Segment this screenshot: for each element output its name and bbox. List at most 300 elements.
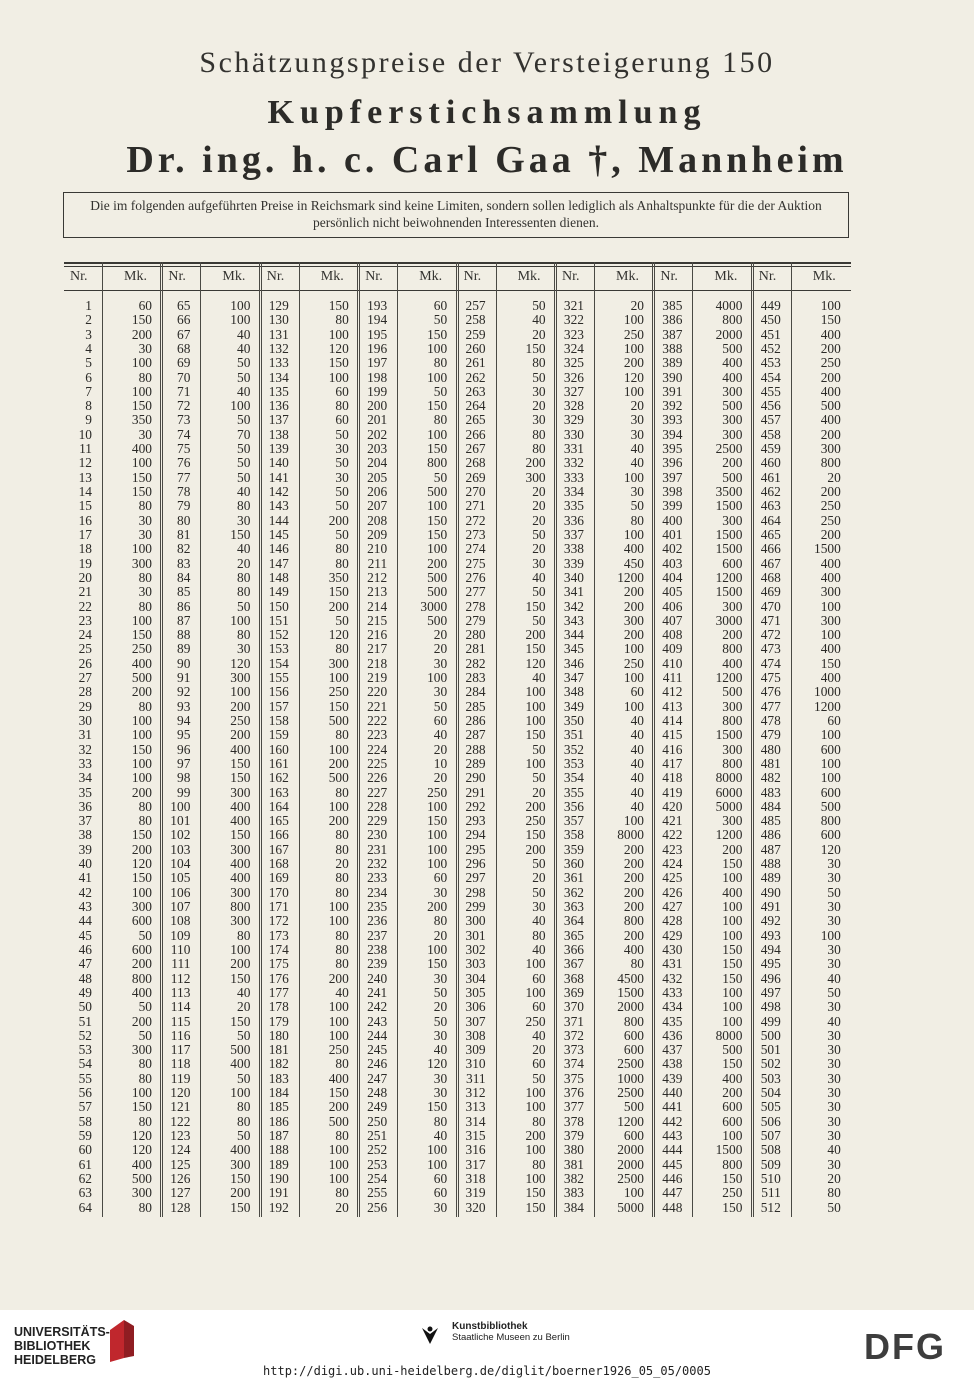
estimate-price: 100: [328, 741, 349, 757]
estimate-price: 100: [131, 755, 152, 771]
estimate-price: 500: [131, 1170, 152, 1186]
estimate-price: 600: [722, 555, 743, 571]
lot-number: 3: [85, 326, 92, 342]
lot-number: 373: [563, 1042, 584, 1058]
lot-number: 164: [268, 798, 289, 814]
estimate-price: 50: [433, 1013, 448, 1029]
estimate-price: 100: [328, 798, 349, 814]
lot-number: 210: [367, 541, 388, 557]
lot-number: 70: [177, 369, 191, 385]
lot-number: 190: [268, 1170, 289, 1186]
estimate-price: 50: [433, 383, 448, 399]
lot-number: 271: [465, 498, 486, 514]
lot-number: 418: [662, 770, 683, 786]
lot-number: 500: [760, 1027, 781, 1043]
estimate-price: 100: [427, 1156, 448, 1172]
estimate-price: 200: [623, 355, 644, 371]
estimate-price: 2500: [617, 1056, 644, 1072]
lot-number: 254: [367, 1170, 388, 1186]
lot-number: 403: [662, 555, 683, 571]
lot-number: 495: [760, 956, 781, 972]
lot-number: 55: [78, 1070, 92, 1086]
estimate-price: 50: [237, 369, 251, 385]
lot-number: 163: [268, 784, 289, 800]
lot-number: 85: [177, 584, 191, 600]
lot-number: 200: [367, 398, 388, 414]
estimate-price: 600: [623, 1042, 644, 1058]
lot-number: 337: [563, 526, 584, 542]
lot-number: 94: [177, 712, 191, 728]
lot-number: 480: [760, 741, 781, 757]
lot-number: 101: [170, 813, 191, 829]
lot-number: 197: [367, 355, 388, 371]
lot-number: 268: [465, 455, 486, 471]
lot-number: 239: [367, 956, 388, 972]
estimate-price: 500: [427, 584, 448, 600]
estimate-price: 2500: [715, 441, 743, 457]
estimate-price: 800: [820, 813, 841, 829]
estimate-price: 1500: [715, 584, 743, 600]
lot-number: 476: [760, 684, 781, 700]
lot-number: 317: [465, 1156, 486, 1172]
lot-number: 302: [465, 941, 486, 957]
estimate-price: 250: [722, 1185, 743, 1201]
estimate-price: 80: [237, 498, 251, 514]
lot-number: 36: [78, 798, 92, 814]
estimate-price: 200: [328, 598, 349, 614]
lot-number: 252: [367, 1142, 388, 1158]
lot-number: 195: [367, 326, 388, 342]
lot-number: 380: [563, 1142, 584, 1158]
lot-number: 80: [177, 512, 191, 528]
estimate-price: 200: [328, 512, 349, 528]
lot-number: 286: [465, 712, 486, 728]
lot-number: 253: [367, 1156, 388, 1172]
lot-number: 29: [78, 698, 92, 714]
estimate-price: 100: [623, 526, 644, 542]
estimate-price: 50: [335, 484, 349, 500]
lot-number: 212: [367, 569, 388, 585]
estimate-price: 400: [820, 670, 841, 686]
lot-number: 431: [662, 956, 683, 972]
estimate-price: 80: [335, 827, 349, 843]
ub-heidelberg-logo-text: UNIVERSITÄTS- BIBLIOTHEK HEIDELBERG: [14, 1325, 110, 1367]
estimate-price: 40: [433, 727, 448, 743]
lot-number: 181: [268, 1042, 289, 1058]
lot-number: 264: [465, 398, 486, 414]
estimate-price: 50: [827, 884, 841, 900]
estimate-price: 100: [427, 941, 448, 957]
price-notice-box: [63, 192, 849, 238]
column-separator: [496, 262, 497, 1217]
estimate-price: 100: [623, 670, 644, 686]
estimate-price: 200: [525, 627, 546, 643]
estimate-price: 100: [623, 813, 644, 829]
estimate-price: 150: [427, 398, 448, 414]
lot-number: 179: [268, 1013, 289, 1029]
lot-number: 334: [563, 484, 584, 500]
estimate-price: 20: [630, 298, 644, 313]
lot-number: 223: [367, 727, 388, 743]
estimate-price: 100: [722, 913, 743, 929]
estimate-price: 100: [328, 1013, 349, 1029]
lot-number: 123: [170, 1127, 191, 1143]
estimate-price: 400: [722, 355, 743, 371]
estimate-price: 300: [230, 670, 251, 686]
lot-number: 408: [662, 627, 683, 643]
estimate-price: 30: [433, 1085, 448, 1101]
estimate-price: 150: [722, 1199, 743, 1215]
lot-number: 447: [662, 1185, 683, 1201]
lot-number: 151: [268, 612, 289, 628]
lot-number: 138: [268, 426, 289, 442]
lot-number: 329: [563, 412, 584, 428]
lot-number: 397: [662, 469, 683, 485]
estimate-price: 100: [623, 469, 644, 485]
estimate-price: 200: [623, 856, 644, 872]
estimate-price: 100: [131, 455, 152, 471]
lot-number: 27: [78, 670, 92, 686]
lot-number: 16: [78, 512, 92, 528]
lot-number: 333: [563, 469, 584, 485]
estimate-price: 80: [138, 598, 152, 614]
lot-number: 436: [662, 1027, 683, 1043]
lot-number: 140: [268, 455, 289, 471]
estimate-price: 1500: [715, 526, 743, 542]
lot-number: 423: [662, 841, 683, 857]
estimate-price: 80: [433, 355, 448, 371]
lot-number: 295: [465, 841, 486, 857]
lot-number: 428: [662, 913, 683, 929]
estimate-price: 80: [237, 927, 251, 943]
lot-number: 244: [367, 1027, 388, 1043]
lot-number: 298: [465, 884, 486, 900]
lot-number: 240: [367, 970, 388, 986]
lot-number: 345: [563, 641, 584, 657]
lot-number: 350: [563, 712, 584, 728]
estimate-price: 50: [237, 355, 251, 371]
estimate-price: 250: [131, 641, 152, 657]
lot-number: 398: [662, 484, 683, 500]
lot-number: 374: [563, 1056, 584, 1072]
estimate-price: 150: [230, 1199, 251, 1215]
source-url[interactable]: http://digi.ub.uni-heidelberg.de/diglit/boerner1926_05_05/0005: [263, 1364, 711, 1378]
lot-number: 174: [268, 941, 289, 957]
lot-number: 384: [563, 1199, 584, 1215]
lot-number: 411: [662, 670, 683, 686]
lot-number: 129: [268, 298, 289, 313]
estimate-price: 150: [230, 755, 251, 771]
lot-number: 122: [170, 1113, 191, 1129]
lot-number: 393: [662, 412, 683, 428]
estimate-price: 40: [532, 569, 546, 585]
estimate-price: 40: [630, 455, 644, 471]
estimate-price: 50: [433, 698, 448, 714]
estimate-price: 120: [131, 1142, 152, 1158]
estimate-price: 800: [230, 899, 251, 915]
estimate-price: 30: [630, 412, 644, 428]
estimate-price: 80: [335, 312, 349, 328]
estimate-price: 80: [335, 555, 349, 571]
lot-number: 404: [662, 569, 683, 585]
estimate-price: 200: [230, 727, 251, 743]
column-separator: [200, 262, 201, 1217]
estimate-price: 150: [722, 856, 743, 872]
estimate-price: 100: [722, 984, 743, 1000]
lot-number: 171: [268, 899, 289, 915]
estimate-price: 150: [230, 770, 251, 786]
estimate-price: 150: [525, 340, 546, 356]
lot-number: 219: [367, 670, 388, 686]
lot-number: 23: [78, 612, 92, 628]
lot-number: 505: [760, 1099, 781, 1115]
lot-number: 338: [563, 541, 584, 557]
lot-number: 281: [465, 641, 486, 657]
lot-number: 427: [662, 899, 683, 915]
column-separator: [594, 262, 595, 1217]
lot-number: 362: [563, 884, 584, 900]
lot-number: 348: [563, 684, 584, 700]
estimate-price: 150: [525, 598, 546, 614]
estimate-price: 20: [532, 1042, 546, 1058]
estimate-price: 400: [722, 369, 743, 385]
estimate-price: 100: [820, 755, 841, 771]
lot-number: 99: [177, 784, 191, 800]
estimate-price: 300: [722, 813, 743, 829]
estimate-price: 50: [138, 1027, 152, 1043]
lot-number: 127: [170, 1185, 191, 1201]
estimate-price: 350: [328, 569, 349, 585]
estimate-price: 150: [328, 698, 349, 714]
lot-number: 370: [563, 999, 584, 1015]
lot-number: 424: [662, 856, 683, 872]
estimate-price: 800: [722, 1156, 743, 1172]
lot-number: 270: [465, 484, 486, 500]
estimate-price: 150: [131, 469, 152, 485]
ub-heidelberg-emblem-icon: [106, 1318, 136, 1364]
lot-number: 153: [268, 641, 289, 657]
estimate-price: 80: [335, 541, 349, 557]
estimate-price: 20: [630, 398, 644, 414]
estimate-price: 30: [532, 899, 546, 915]
estimate-price: 100: [623, 698, 644, 714]
estimate-price: 3500: [715, 484, 743, 500]
lot-number: 183: [268, 1070, 289, 1086]
lot-number: 344: [563, 627, 584, 643]
estimate-price: 200: [328, 755, 349, 771]
lot-number: 198: [367, 369, 388, 385]
collector-name: Dr. ing. h. c. Carl Gaa †, Mannheim: [126, 139, 848, 181]
auction-title: Schätzungspreise der Versteigerung 150: [199, 46, 775, 79]
lot-number: 213: [367, 584, 388, 600]
estimate-price: 1200: [617, 569, 644, 585]
estimate-price: 100: [131, 770, 152, 786]
estimate-price: 400: [230, 798, 251, 814]
lot-number: 40: [78, 856, 92, 872]
lot-number: 378: [563, 1113, 584, 1129]
lot-number: 149: [268, 584, 289, 600]
lot-number: 102: [170, 827, 191, 843]
lot-number: 498: [760, 999, 781, 1015]
lot-number: 444: [662, 1142, 683, 1158]
lot-number: 267: [465, 441, 486, 457]
estimate-price: 5000: [715, 798, 743, 814]
lot-number: 401: [662, 526, 683, 542]
estimate-price: 50: [532, 1070, 546, 1086]
estimate-price: 100: [131, 884, 152, 900]
lot-number: 464: [760, 512, 781, 528]
lot-number: 62: [78, 1170, 92, 1186]
estimate-price: 50: [335, 455, 349, 471]
lot-number: 228: [367, 798, 388, 814]
estimate-price: 80: [335, 884, 349, 900]
lot-number: 320: [465, 1199, 486, 1215]
lot-number: 238: [367, 941, 388, 957]
lot-number: 7: [85, 383, 92, 399]
estimate-price: 30: [237, 641, 251, 657]
estimate-price: 2000: [617, 1156, 644, 1172]
estimate-price: 150: [427, 441, 448, 457]
estimate-price: 250: [820, 355, 841, 371]
lot-number: 53: [78, 1042, 92, 1058]
estimate-price: 100: [722, 870, 743, 886]
lot-number: 364: [563, 913, 584, 929]
lot-number: 390: [662, 369, 683, 385]
lot-number: 305: [465, 984, 486, 1000]
estimate-price: 30: [827, 870, 841, 886]
estimate-price: 60: [433, 298, 448, 313]
lot-number: 13: [78, 469, 92, 485]
estimate-price: 40: [237, 383, 251, 399]
estimate-price: 100: [525, 698, 546, 714]
column-separator: [102, 262, 103, 1217]
lot-number: 227: [367, 784, 388, 800]
lot-number: 204: [367, 455, 388, 471]
estimate-price: 800: [722, 641, 743, 657]
lot-number: 448: [662, 1199, 683, 1215]
lot-number: 150: [268, 598, 289, 614]
estimate-price: 500: [820, 398, 841, 414]
estimate-price: 200: [623, 627, 644, 643]
estimate-price: 80: [433, 412, 448, 428]
lot-number: 81: [177, 526, 191, 542]
header-mk: Mk.: [320, 269, 344, 284]
lot-number: 311: [466, 1070, 486, 1086]
estimate-price: 80: [335, 1127, 349, 1143]
dfg-logo: DFG: [864, 1326, 946, 1367]
lot-number: 471: [760, 612, 781, 628]
estimate-price: 100: [131, 727, 152, 743]
lot-number: 109: [170, 927, 191, 943]
estimate-price: 1000: [617, 1070, 644, 1086]
estimate-price: 150: [525, 641, 546, 657]
estimate-price: 30: [827, 913, 841, 929]
estimate-price: 40: [237, 984, 251, 1000]
estimate-price: 300: [328, 655, 349, 671]
lot-number: 291: [465, 784, 486, 800]
lot-number: 463: [760, 498, 781, 514]
estimate-price: 400: [820, 383, 841, 399]
lot-number: 26: [78, 655, 92, 671]
lot-number: 111: [171, 956, 191, 972]
estimate-price: 30: [433, 1027, 448, 1043]
estimate-price: 400: [131, 1156, 152, 1172]
lot-number: 371: [563, 1013, 584, 1029]
estimate-price: 150: [427, 1099, 448, 1115]
estimate-price: 30: [827, 1113, 841, 1129]
estimate-price: 80: [433, 1113, 448, 1129]
lot-number: 335: [563, 498, 584, 514]
estimate-price: 30: [827, 856, 841, 872]
lot-number: 420: [662, 798, 683, 814]
lot-number: 452: [760, 340, 781, 356]
estimate-price: 40: [827, 970, 841, 986]
lot-number: 64: [78, 1199, 92, 1215]
estimate-price: 100: [230, 1085, 251, 1101]
lot-number: 132: [268, 340, 289, 356]
estimate-price: 500: [623, 1099, 644, 1115]
header-nr: Nr.: [168, 269, 186, 284]
estimate-price: 200: [427, 555, 448, 571]
lot-number: 352: [563, 741, 584, 757]
lot-number: 115: [170, 1013, 191, 1029]
lot-number: 440: [662, 1085, 683, 1101]
estimate-price: 200: [623, 884, 644, 900]
estimate-price: 100: [722, 1127, 743, 1143]
estimate-price: 20: [433, 641, 448, 657]
estimate-price: 400: [820, 326, 841, 342]
estimate-price: 40: [532, 670, 546, 686]
estimate-price: 40: [630, 712, 644, 728]
lot-number: 251: [367, 1127, 388, 1143]
estimate-price: 20: [532, 784, 546, 800]
lot-number: 369: [563, 984, 584, 1000]
lot-number: 346: [563, 655, 584, 671]
lot-number: 422: [662, 827, 683, 843]
header-mk: Mk.: [812, 269, 836, 284]
lot-number: 366: [563, 941, 584, 957]
lot-number: 262: [465, 369, 486, 385]
lot-number: 266: [465, 426, 486, 442]
estimate-price: 200: [525, 798, 546, 814]
estimate-price: 50: [237, 1127, 251, 1143]
lot-number: 79: [177, 498, 191, 514]
estimate-price: 80: [138, 369, 152, 385]
lot-number: 249: [367, 1099, 388, 1115]
estimate-price: 20: [532, 512, 546, 528]
estimate-price: 120: [131, 856, 152, 872]
lot-number: 405: [662, 584, 683, 600]
estimate-price: 200: [820, 426, 841, 442]
estimate-price: 150: [722, 1056, 743, 1072]
estimate-price: 400: [230, 741, 251, 757]
lot-number: 336: [563, 512, 584, 528]
lot-number: 475: [760, 670, 781, 686]
estimate-price: 400: [820, 555, 841, 571]
lot-number: 377: [563, 1099, 584, 1115]
lot-number: 61: [78, 1156, 92, 1172]
estimate-price: 50: [532, 856, 546, 872]
estimate-price: 60: [335, 383, 349, 399]
estimate-price: 2000: [715, 326, 743, 342]
lot-number: 245: [367, 1042, 388, 1058]
estimate-price: 30: [335, 441, 349, 457]
estimate-price: 30: [335, 469, 349, 485]
estimate-price: 1200: [617, 1113, 644, 1129]
lot-number: 229: [367, 813, 388, 829]
estimate-price: 80: [532, 1156, 546, 1172]
estimate-price: 40: [630, 727, 644, 743]
